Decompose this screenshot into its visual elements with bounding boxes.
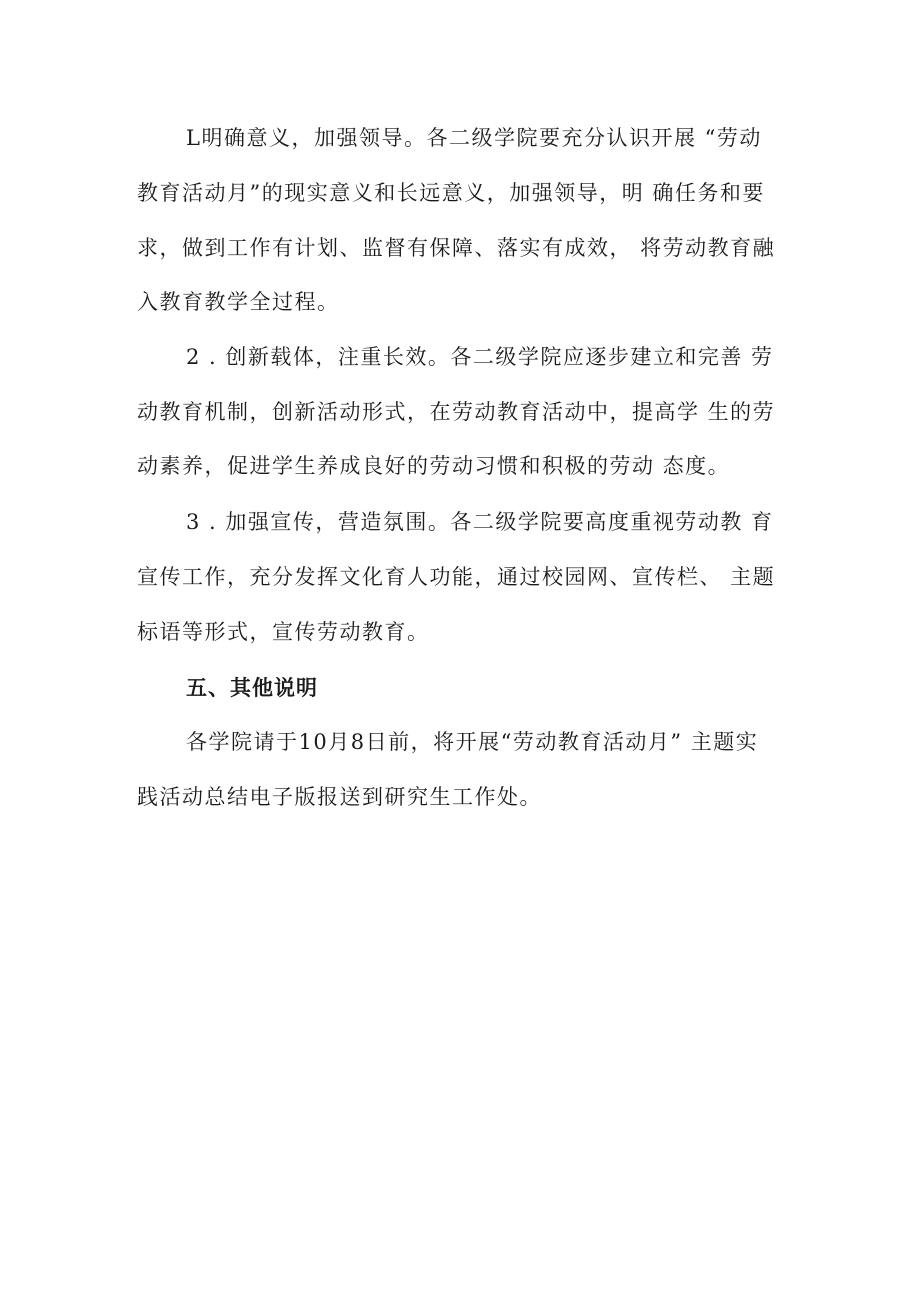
paragraph-line: 入教育教学全过程。	[137, 290, 340, 314]
paragraph-line: 践活动总结电子版报送到研究生工作处。	[137, 785, 542, 809]
paragraph-line: 宣传工作，充分发挥文化育人功能，通过校园网、宣传栏、 主题	[137, 565, 776, 589]
paragraph-line: 标语等形式，宣传劳动教育。	[137, 620, 430, 644]
paragraph-line: 动素养，促进学生养成良好的劳动习惯和积极的劳动 态度。	[137, 454, 731, 478]
paragraph-line: 教育活动月”的现实意义和长远意义，加强领导，明 确任务和要	[137, 181, 765, 205]
paragraph-line: 3 . 加强宣传，营造氛围。各二级学院要高度重视劳动教 育	[186, 510, 774, 534]
section-heading-other-notes: 五、其他说明	[186, 676, 318, 700]
paragraph-line: 2 . 创新载体，注重长效。各二级学院应逐步建立和完善 劳	[186, 345, 774, 369]
paragraph-line: 动教育机制，创新活动形式，在劳动教育活动中，提高学 生的劳	[137, 400, 776, 424]
paragraph-line: 各学院请于10月8日前，将开展“劳动教育活动月” 主题实	[186, 730, 759, 754]
paragraph-line: L明确意义，加强领导。各二级学院要充分认识开展 “劳动	[186, 126, 762, 150]
paragraph-line: 求，做到工作有计划、监督有保障、落实有成效， 将劳动教育融	[137, 236, 776, 260]
